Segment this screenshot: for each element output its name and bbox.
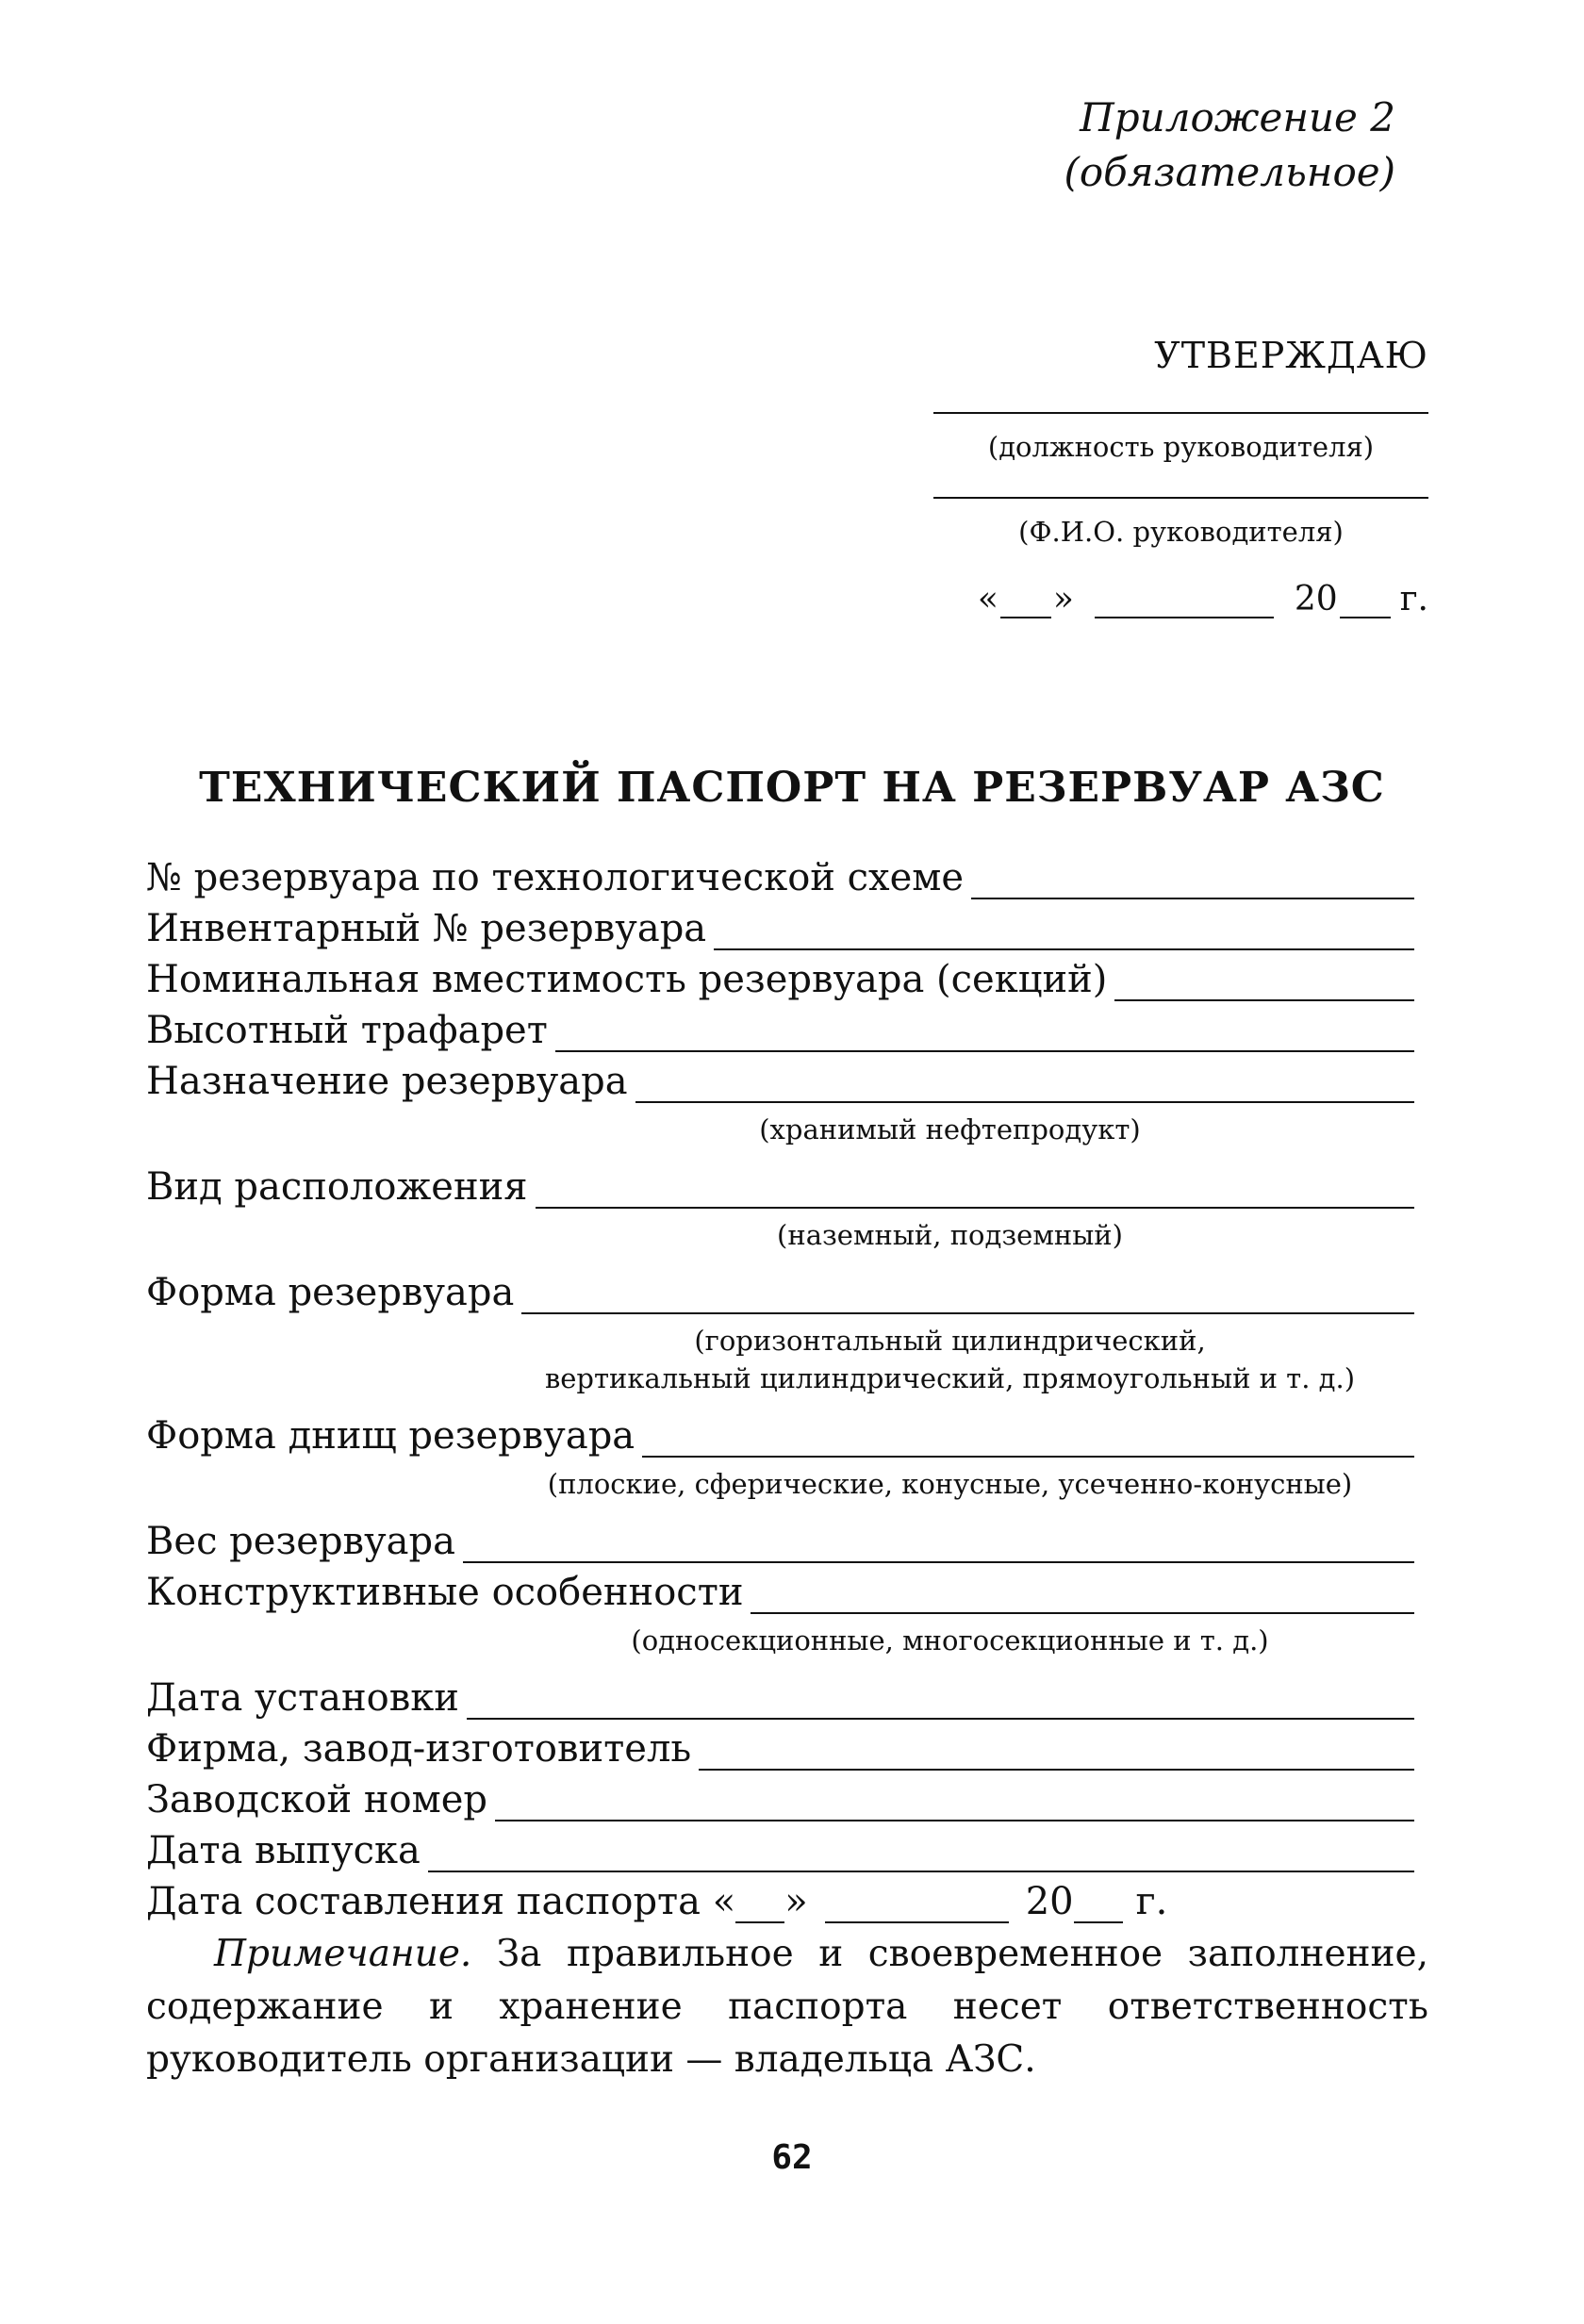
month-blank — [825, 1887, 1009, 1923]
page-number: 62 — [771, 2138, 813, 2177]
field-line — [642, 1422, 1414, 1458]
document-title: ТЕХНИЧЕСКИЙ ПАСПОРТ НА РЕЗЕРВУАР АЗС — [199, 764, 1385, 812]
field-hint: (наземный, подземный) — [777, 1219, 1123, 1251]
field-passport-date — [146, 1872, 1414, 1923]
year-blank — [1074, 1887, 1123, 1923]
field-tank-number — [146, 849, 1414, 899]
field-label: Номинальная вместимость резервуара (секций) — [146, 958, 1108, 1001]
field-label: Дата составления паспорта « — [146, 1880, 736, 1923]
field-bottom-shape — [146, 1407, 1414, 1458]
date-open-quote: « — [977, 580, 998, 618]
appendix-header — [1064, 91, 1395, 200]
year-suffix: г. — [1135, 1880, 1168, 1923]
year-blank — [1340, 586, 1391, 618]
field-inventory-number — [146, 899, 1414, 950]
field-location-type — [146, 1158, 1414, 1209]
year-suffix: г. — [1399, 580, 1428, 618]
field-release-date — [146, 1821, 1414, 1872]
name-caption: (Ф.И.О. руководителя) — [1018, 516, 1344, 548]
field-line — [1114, 965, 1414, 1001]
field-purpose — [146, 1052, 1414, 1103]
field-label: Инвентарный № резервуара — [146, 907, 707, 950]
field-label: Дата установки — [146, 1676, 459, 1720]
approval-date — [933, 580, 1428, 618]
approval-title: УТВЕРЖДАЮ — [1154, 335, 1428, 376]
field-tank-shape — [146, 1263, 1414, 1314]
month-blank — [1095, 586, 1274, 618]
field-capacity — [146, 950, 1414, 1001]
field-manufacturer — [146, 1720, 1414, 1771]
field-label: Форма резервуара — [146, 1271, 515, 1314]
field-label: Вид расположения — [146, 1165, 528, 1209]
field-serial-number — [146, 1771, 1414, 1821]
field-line — [635, 1067, 1414, 1103]
field-line — [699, 1735, 1414, 1771]
name-line — [933, 495, 1428, 499]
field-design-features — [146, 1563, 1414, 1614]
day-blank — [735, 1887, 784, 1923]
date-close-quote: » — [1052, 580, 1074, 618]
field-line — [971, 864, 1414, 899]
appendix-number: Приложение 2 — [1080, 94, 1395, 140]
passport-fields — [146, 849, 1414, 1923]
position-line — [933, 410, 1428, 414]
field-install-date — [146, 1669, 1414, 1720]
field-hint — [146, 1322, 1414, 1397]
field-label: Дата выпуска — [146, 1829, 421, 1872]
year-prefix: 20 — [1025, 1880, 1074, 1923]
field-weight — [146, 1512, 1414, 1563]
field-label: Назначение резервуара — [146, 1060, 628, 1103]
note-label: Примечание. — [214, 1933, 472, 1975]
field-label: Заводской номер — [146, 1778, 487, 1821]
field-line — [463, 1527, 1414, 1563]
hint-line: вертикальный цилиндрический, прямоугольный и т. д.) — [544, 1362, 1356, 1394]
field-label: Фирма, завод-изготовитель — [146, 1727, 692, 1771]
field-line — [467, 1684, 1414, 1720]
year-prefix: 20 — [1294, 580, 1338, 618]
day-blank — [1000, 586, 1051, 618]
position-caption: (должность руководителя) — [987, 431, 1375, 463]
field-line — [555, 1016, 1414, 1052]
field-line — [751, 1578, 1414, 1614]
field-line — [521, 1278, 1414, 1314]
field-hint: (односекционные, многосекционные и т. д.) — [631, 1624, 1269, 1656]
field-label: Вес резервуара — [146, 1520, 455, 1563]
appendix-status: (обязательное) — [1064, 149, 1395, 195]
field-height-stencil — [146, 1001, 1414, 1052]
note-text: За правильное и своевременное заполнение, содержание и хранение паспорта несет ответственность руководитель организации — владельца АЗС. — [146, 1933, 1428, 2081]
field-line — [428, 1837, 1414, 1872]
field-label: № резервуара по технологической схеме — [146, 856, 965, 899]
field-line — [536, 1173, 1414, 1209]
approval-block — [933, 335, 1428, 618]
hint-line: (горизонтальный цилиндрический, — [694, 1325, 1206, 1357]
field-line — [495, 1786, 1414, 1821]
field-hint: (плоские, сферические, конусные, усеченно-конусные) — [547, 1468, 1353, 1500]
field-line — [714, 915, 1414, 950]
field-label: Форма днищ резервуара — [146, 1414, 635, 1458]
field-hint: (хранимый нефтепродукт) — [759, 1113, 1141, 1146]
date-close-quote: » — [784, 1880, 808, 1923]
field-label: Конструктивные особенности — [146, 1571, 744, 1614]
note-paragraph — [146, 1928, 1428, 2086]
field-label: Высотный трафарет — [146, 1009, 548, 1052]
